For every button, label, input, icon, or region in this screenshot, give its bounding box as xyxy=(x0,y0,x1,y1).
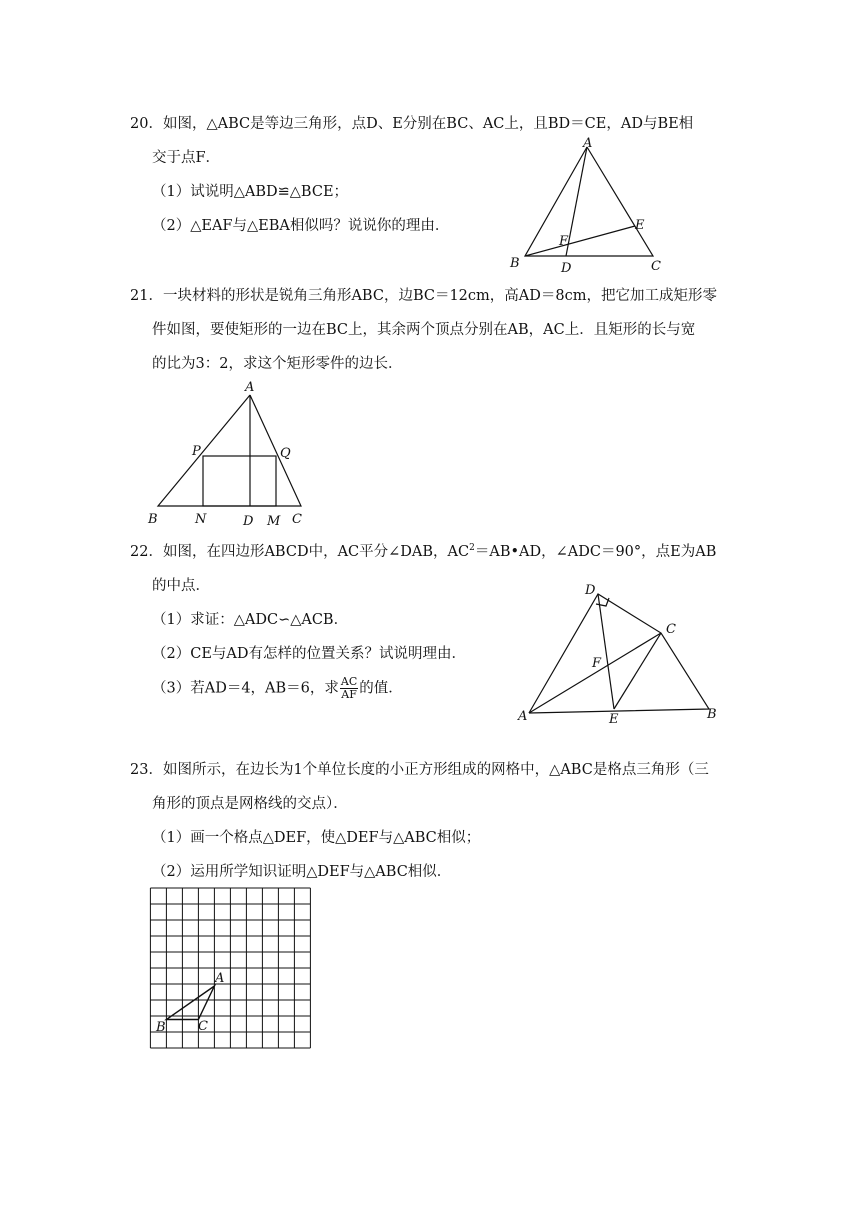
q23-sub1: （1）画一个格点△DEF，使△DEF与△ABC相似； xyxy=(152,830,481,846)
label-m: M xyxy=(267,514,281,529)
label-n: N xyxy=(195,512,207,527)
label-c: C xyxy=(198,1019,208,1034)
q22-quadrilateral-figure xyxy=(512,578,727,728)
label-e: E xyxy=(609,712,619,727)
label-q: Q xyxy=(280,446,291,461)
label-b: B xyxy=(156,1020,166,1035)
q23-grid-figure xyxy=(140,880,325,1060)
q23-line2: 角形的顶点是网格线的交点）． xyxy=(152,796,348,812)
label-f: F xyxy=(592,656,602,671)
quadrilateral-abcd xyxy=(529,594,709,713)
q21-line3: 的比为3：2，求这个矩形零件的边长． xyxy=(152,356,403,372)
label-f: F xyxy=(559,234,569,249)
label-d: D xyxy=(561,261,572,275)
diagonal-ac xyxy=(529,633,661,713)
q23-sub2: （2）运用所学知识证明△DEF与△ABC相似． xyxy=(152,864,452,880)
label-a: A xyxy=(583,136,593,151)
q22-sub3: （3）若AD＝4，AB＝6，求 $\frac{AC}{AF}$ 的值． xyxy=(152,675,403,701)
q20-sub1: （1）试说明△ABD≌△BCE； xyxy=(152,184,349,200)
label-d: D xyxy=(585,583,596,598)
label-a: A xyxy=(518,709,528,724)
triangle-abc xyxy=(166,986,214,1020)
q22-sub2: （2）CE与AD有怎样的位置关系？试说明理由． xyxy=(152,646,466,662)
label-a: A xyxy=(245,380,255,395)
grid-lines xyxy=(150,888,310,1048)
label-c: C xyxy=(651,259,661,274)
segment-be xyxy=(525,226,635,256)
segment-de xyxy=(598,594,614,709)
q23-line1: 23．如图所示，在边长为1个单位长度的小正方形组成的网格中，△ABC是格点三角形（三 xyxy=(130,762,709,778)
label-b: B xyxy=(707,707,717,722)
q21-rectangle-figure xyxy=(140,375,320,530)
q20-line1: 20．如图，△ABC是等边三角形，点D、E分别在BC、AC上，且BD＝CE，AD与BE相 xyxy=(130,116,694,132)
label-a: A xyxy=(215,971,225,986)
q20-triangle-figure xyxy=(505,135,675,275)
q20-line2: 交于点F． xyxy=(152,150,221,166)
rectangle-pqmn xyxy=(203,456,276,506)
q22-line2: 的中点． xyxy=(152,578,210,594)
label-c: C xyxy=(292,512,302,527)
label-b: B xyxy=(510,256,520,271)
q21-line1: 21．一块材料的形状是锐角三角形ABC，边BC＝12cm，高AD＝8cm，把它加工成矩形零 xyxy=(130,288,717,304)
label-e: E xyxy=(635,218,645,233)
label-d: D xyxy=(243,514,254,529)
label-c: C xyxy=(666,622,676,637)
q22-sub1: （1）求证：△ADC∽△ACB． xyxy=(152,612,349,628)
triangle-abc xyxy=(525,147,653,256)
q20-sub2: （2）△EAF与△EBA相似吗？说说你的理由． xyxy=(152,218,450,234)
label-p: P xyxy=(192,444,201,459)
fraction-ac-af: $\frac{AC}{AF}$ xyxy=(340,675,358,701)
label-b: B xyxy=(148,512,158,527)
segment-ce xyxy=(614,633,661,709)
q22-line1: 22．如图，在四边形ABCD中，AC平分∠DAB，$AC^2=AB•AD$，∠ADC＝90°，点E为AB xyxy=(130,543,717,560)
q21-line2: 件如图，要使矩形的一边在BC上，其余两个顶点分别在AB，AC上．且矩形的长与宽 xyxy=(152,322,696,338)
